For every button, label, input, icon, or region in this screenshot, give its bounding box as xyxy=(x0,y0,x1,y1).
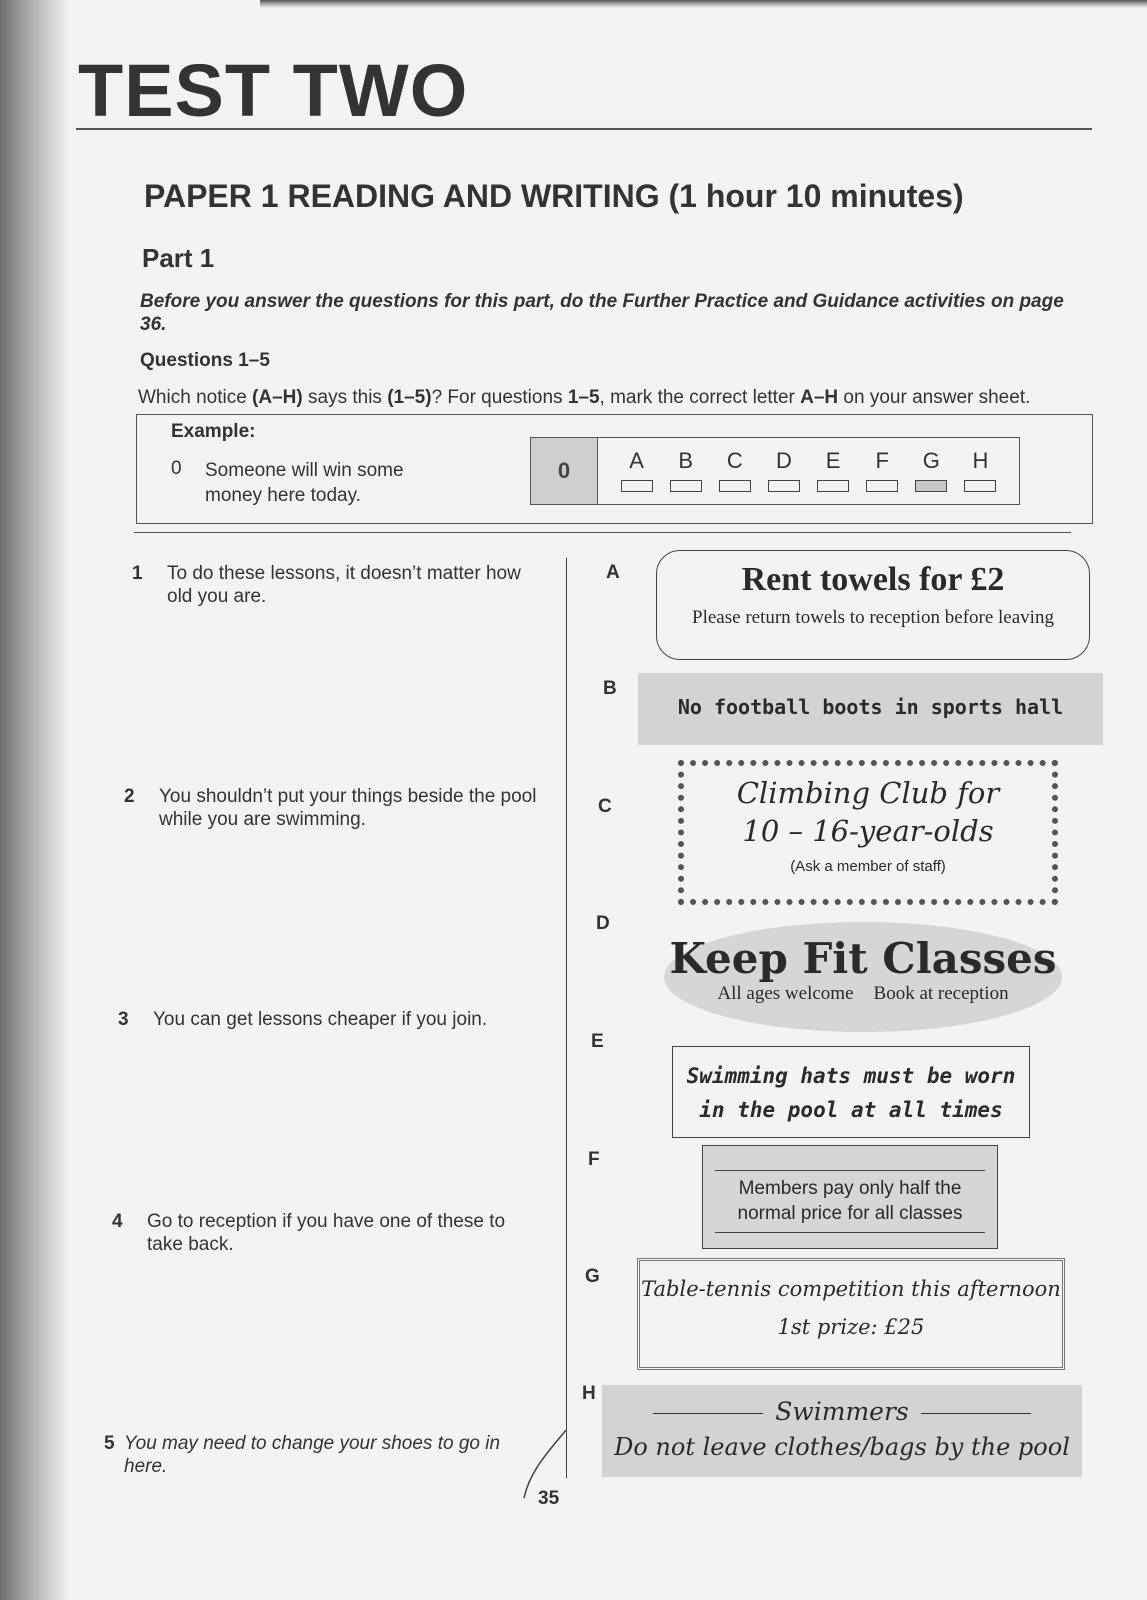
notice-d-subtitle-1: All ages welcome xyxy=(717,983,854,1004)
test-title: TEST TWO xyxy=(78,49,469,132)
page-top-shadow xyxy=(260,0,1147,8)
notice-c xyxy=(678,760,1058,905)
notice-f xyxy=(702,1145,998,1249)
notice-letter-c: C xyxy=(598,796,612,817)
answer-bubble[interactable] xyxy=(719,480,751,492)
notice-h xyxy=(602,1385,1082,1477)
notice-a-title: Rent towels for £2 xyxy=(741,561,1005,598)
answer-bubble[interactable] xyxy=(964,480,996,492)
answer-option-b[interactable]: B xyxy=(670,438,702,504)
notice-b xyxy=(638,673,1103,745)
answer-option-h[interactable]: H xyxy=(964,438,996,504)
paper-title: PAPER 1 READING AND WRITING (1 hour 10 minutes) xyxy=(144,178,964,214)
question-text: Go to reception if you have one of these to take back. xyxy=(147,1211,506,1255)
question-number: 3 xyxy=(118,1009,129,1030)
notice-e-title xyxy=(673,1059,1029,1127)
questions-label: Questions 1–5 xyxy=(140,350,270,371)
title-rule xyxy=(76,128,1092,130)
question-text: You may need to change your shoes to go in here. xyxy=(124,1433,501,1477)
notice-f-title-line-1: Members pay only half the xyxy=(738,1178,962,1199)
question-number: 1 xyxy=(132,563,143,584)
part-instruction: Before you answer the questions for this part, do the Further Practice and Guidance activities on page 36. xyxy=(140,291,1064,335)
part-title: Part 1 xyxy=(142,243,215,273)
answer-bubble[interactable] xyxy=(866,480,898,492)
notice-letter-a: A xyxy=(606,562,620,583)
notice-d-title: Keep Fit Classes xyxy=(669,934,1057,983)
notice-e xyxy=(672,1046,1030,1138)
example-answer-grid xyxy=(530,437,1020,505)
answer-option-f[interactable]: F xyxy=(866,438,898,504)
example-box xyxy=(136,414,1093,524)
notice-h-subtitle: Do not leave clothes/bags by the pool xyxy=(614,1433,1070,1461)
notice-letter-g: G xyxy=(585,1266,600,1287)
answer-option-d[interactable]: D xyxy=(768,438,800,504)
notice-g xyxy=(637,1258,1065,1370)
column-divider xyxy=(566,558,567,1478)
notice-letter-h: H xyxy=(582,1383,596,1404)
question-number: 4 xyxy=(112,1211,123,1232)
notice-c-title-line-1: Climbing Club for xyxy=(736,776,1000,810)
notice-letter-d: D xyxy=(596,913,610,934)
notice-d-subtitle-2: Book at reception xyxy=(873,983,1009,1004)
notice-a-subtitle: Please return towels to reception before leaving xyxy=(692,607,1054,628)
answer-option-e[interactable]: E xyxy=(817,438,849,504)
notice-c-title-line-2: 10 – 16-year-olds xyxy=(742,814,994,848)
answer-bubble[interactable] xyxy=(768,480,800,492)
notice-d-subtitles xyxy=(664,983,1062,1005)
notice-letter-f: F xyxy=(588,1149,600,1170)
notice-f-bottom-rule xyxy=(715,1232,985,1233)
answer-bubble[interactable] xyxy=(817,480,849,492)
notice-g-title: Table-tennis competition this afternoon xyxy=(641,1277,1061,1301)
question-text: You shouldn’t put your things beside the pool while you are swimming. xyxy=(159,786,537,830)
notice-f-title xyxy=(703,1176,997,1226)
question-text: To do these lessons, it doesn’t matter how old you are. xyxy=(167,563,521,607)
notice-g-subtitle: 1st prize: £25 xyxy=(777,1315,925,1339)
example-text: Someone will win some money here today. xyxy=(205,460,404,506)
notice-c-subtitle: (Ask a member of staff) xyxy=(790,858,946,875)
notice-h-title: Swimmers xyxy=(602,1397,1082,1426)
notice-a xyxy=(656,550,1090,660)
example-number: 0 xyxy=(171,458,182,479)
answer-grid-label: 0 xyxy=(531,438,598,504)
example-label: Example: xyxy=(171,421,256,442)
notice-letter-b: B xyxy=(603,678,617,699)
answer-option-c[interactable]: C xyxy=(719,438,751,504)
notice-letter-e: E xyxy=(591,1031,604,1052)
answer-letters xyxy=(598,438,1019,504)
answer-option-g[interactable]: G xyxy=(915,438,947,504)
notice-d xyxy=(664,922,1062,1032)
notice-e-title-line-2: in the pool at all times xyxy=(699,1098,1003,1122)
answer-bubble[interactable] xyxy=(621,480,653,492)
notice-e-title-line-1: Swimming hats must be worn xyxy=(686,1064,1016,1088)
question-number: 5 xyxy=(104,1433,115,1454)
notice-f-title-line-2: normal price for all classes xyxy=(737,1203,963,1224)
notice-c-title xyxy=(684,774,1052,850)
task-instruction: Which notice (A–H) says this (1–5)? For questions 1–5, mark the correct letter A–H on your answer sheet. xyxy=(138,387,1031,408)
answer-bubble[interactable] xyxy=(670,480,702,492)
page-number: 35 xyxy=(538,1488,560,1509)
notice-f-top-rule xyxy=(715,1170,985,1171)
section-rule xyxy=(134,532,1071,533)
notice-b-title: No football boots in sports hall xyxy=(677,695,1064,719)
question-number: 2 xyxy=(124,786,135,807)
answer-option-a[interactable]: A xyxy=(621,438,653,504)
answer-bubble-marked[interactable] xyxy=(915,480,947,492)
question-text: You can get lessons cheaper if you join. xyxy=(153,1009,488,1030)
book-spine-shadow xyxy=(0,0,70,1600)
